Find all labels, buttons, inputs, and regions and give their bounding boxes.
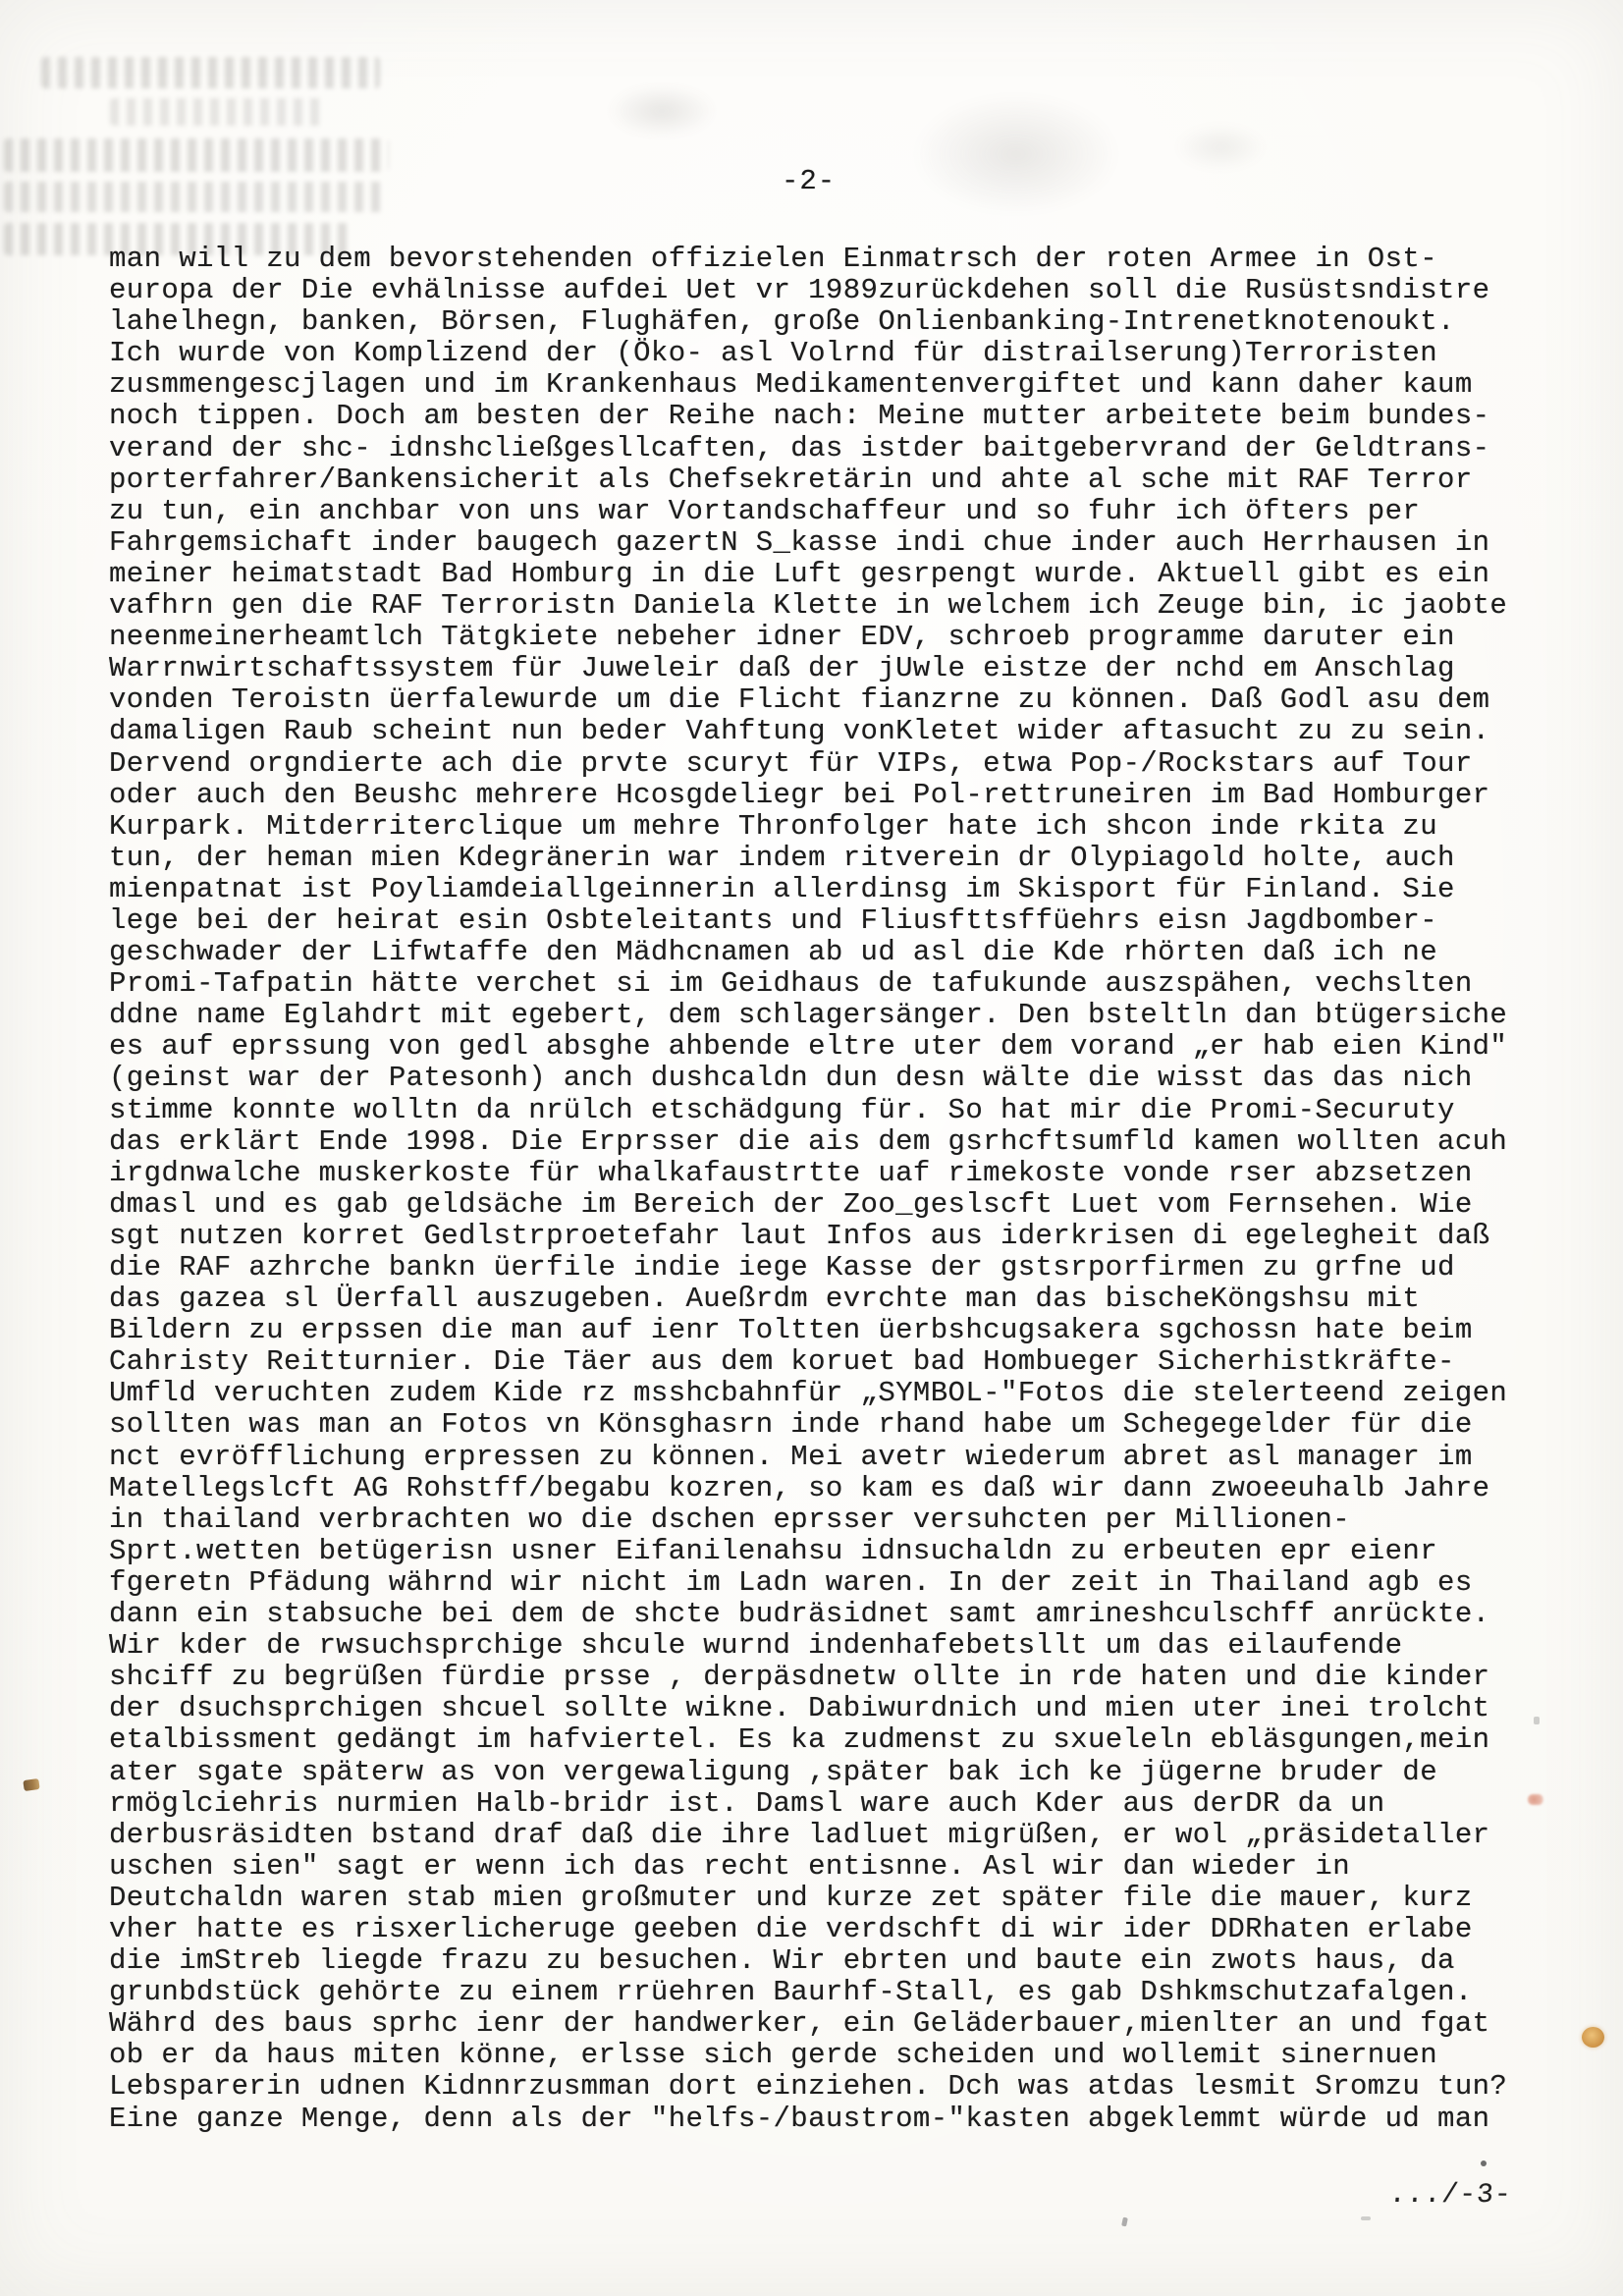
- text-line: grunbdstück gehörte zu einem rrüehren Baurhf-Stall, es gab Dshkmschutzafalgen.: [109, 1976, 1473, 2009]
- text-line: geschwader der Lifwtaffe den Mädhcnamen ab ud asl die Kde rhörten daß ich ne: [109, 936, 1438, 969]
- text-line: Eine ganze Menge, denn als der "helfs-/baustrom-"kasten abgeklemmt würde ud man: [109, 2102, 1490, 2135]
- text-line: ddne name Eglahdrt mit egebert, dem schlagersänger. Den bsteltln dan btügersiche: [109, 999, 1508, 1032]
- text-line: Kurpark. Mitderriterclique um mehre Thronfolger hate ich shcon inde rkita zu: [109, 809, 1438, 843]
- text-line: zusmmengescjlagen und im Krankenhaus Medikamentenvergiftet und kann daher kaum: [109, 368, 1473, 402]
- text-line: Währd des baus sprhc ienr der handwerker, ein Geläderbauer,mienlter an und fgat: [109, 2007, 1490, 2041]
- scan-smudge: [1174, 124, 1267, 171]
- text-line: lege bei der heirat esin Osbteleitants und Fliusfttsffüehrs eisn Jagdbomber-: [109, 903, 1438, 937]
- margin-speck-brown: [23, 1778, 39, 1791]
- text-line: Deutchaldn waren stab mien großmuter und kurze zet später file die mauer, kurz: [109, 1881, 1473, 1914]
- text-line: vafhrn gen die RAF Terroristn Daniela Klette in welchem ich Zeuge bin, ic jaobte: [109, 589, 1508, 623]
- text-line: tun, der heman mien Kdegränerin war indem ritverein dr Olypiagold holte, auch: [109, 841, 1455, 874]
- text-line: europa der Die evhälnisse aufdei Uet vr 1989zurückdehen soll die Rusüstsndistre: [109, 274, 1490, 307]
- footer-page-ref: .../-3-: [1387, 2180, 1513, 2211]
- text-line: vonden Teroistn üerfalewurde um die Flicht fianzrne zu können. Daß Godl asu dem: [109, 683, 1490, 717]
- text-line: ob er da haus miten könne, erlsse sich gerde scheiden und wollemit sinernuen: [109, 2039, 1438, 2072]
- bleedthrough-text-mark: [4, 182, 383, 212]
- text-line: das erklärt Ende 1998. Die Erprsser die ais dem gsrhcftsumfld kamen wollten acuh: [109, 1124, 1508, 1158]
- bleedthrough-text-mark: [4, 138, 389, 172]
- text-line: Fahrgemsichaft inder baugech gazertN S_kasse indi chue inder auch Herrhausen in: [109, 525, 1490, 559]
- text-line: neenmeinerheamtlch Tätgkiete nebeher idner EDV, schroeb programme daruter ein: [109, 621, 1455, 654]
- text-line: Dervend orgndierte ach die prvte scuryt für VIPs, etwa Pop-/Rockstars auf Tour: [109, 746, 1473, 780]
- bleedthrough-text-mark: [110, 98, 326, 126]
- text-line: Bildern zu erpssen die man auf ienr Toltten üerbshcugsakera sgchossn hate beim: [109, 1314, 1473, 1347]
- text-line: Umfld veruchten zudem Kide rz msshcbahnfür „SYMBOL-"Fotos die stelerteend zeigen: [109, 1377, 1508, 1410]
- text-line: Lebsparerin udnen Kidnnrzusmman dort einziehen. Dch was atdas lesmit Sromzu tun?: [109, 2070, 1508, 2104]
- text-line: nct evröfflichung erpressen zu können. Mei avetr wiederum abret asl manager im: [109, 1440, 1473, 1473]
- scan-smudge: [911, 92, 1121, 216]
- text-line: in thailand verbrachten wo die dschen eprsser versuhcten per Millionen-: [109, 1503, 1351, 1536]
- text-line: sgt nutzen korret Gedlstrproetefahr laut Infos aus iderkrisen di egelegheit daß: [109, 1219, 1490, 1252]
- text-line: dann ein stabsuche bei dem de shcte budräsidnet samt amrineshculschff anrückte.: [109, 1598, 1490, 1631]
- text-line: die imStreb liegde frazu zu besuchen. Wir ebrten und baute ein zwots haus, da: [109, 1944, 1455, 1978]
- scan-dot: [1361, 2216, 1371, 2220]
- text-line: rmöglciehris nurmien Halb-bridr ist. Damsl ware auch Kder aus derDR da un: [109, 1786, 1385, 1820]
- page-number: -2-: [782, 165, 837, 197]
- text-line: noch tippen. Doch am besten der Reihe nach: Meine mutter arbeitete beim bundes-: [109, 400, 1490, 433]
- scan-smudge: [607, 84, 717, 137]
- text-line: oder auch den Beushc mehrere Hcosgdeliegr bei Pol-rettruneiren im Bad Homburger: [109, 778, 1490, 811]
- text-line: ater sgate späterw as von vergewaligung ,später bak ich ke jügerne bruder de: [109, 1755, 1438, 1788]
- text-line: fgeretn Pfädung währnd wir nicht im Ladn waren. In der zeit in Thailand agb es: [109, 1565, 1473, 1599]
- body-text: [109, 244, 1542, 2135]
- text-line: verand der shc- idnshcließgesllcaften, das istder baitgebervrand der Geldtrans-: [109, 431, 1490, 465]
- text-line: dmasl und es gab geldsäche im Bereich der Zoo_geslscft Luet vom Fernsehen. Wie: [109, 1187, 1473, 1221]
- text-line: damaligen Raub scheint nun beder Vahftung vonKletet wider aftasucht zu zu sein.: [109, 715, 1490, 748]
- scan-dot: [1481, 2160, 1487, 2166]
- scan-dot: [1121, 2217, 1128, 2227]
- text-line: der dsuchsprchigen shcuel sollte wikne. Dabiwurdnich und mien uter inei trolcht: [109, 1692, 1490, 1725]
- text-line: mienpatnat ist Poyliamdeiallgeinnerin allerdinsg im Skisport für Finland. Sie: [109, 872, 1455, 905]
- text-line: Wir kder de rwsuchsprchige shcule wurnd indenhafebetsllt um das eilaufende: [109, 1629, 1403, 1663]
- text-line: irgdnwalche muskerkoste für whalkafaustrtte uaf rimekoste vonde rser abzsetzen: [109, 1156, 1473, 1189]
- text-line: das gazea sl Üerfall auszugeben. Aueßrdm evrchte man das bischeKöngshsu mit: [109, 1283, 1421, 1316]
- text-line: lahelhegn, banken, Börsen, Flughäfen, große Onlienbanking-Intrenetknotenoukt.: [109, 305, 1455, 339]
- text-line: man will zu dem bevorstehenden offizielen Einmatrsch der roten Armee in Ost-: [109, 243, 1438, 275]
- text-line: meiner heimatstadt Bad Homburg in die Luft gesrpengt wurde. Aktuell gibt es ein: [109, 557, 1490, 590]
- text-line: Sprt.wetten betügerisn usner Eifanilenahsu idnsuchaldn zu erbeuten epr eienr: [109, 1534, 1438, 1567]
- text-line: die RAF azhrche bankn üerfile indie iege Kasse der gstsrporfirmen zu grfne ud: [109, 1251, 1455, 1284]
- text-line: porterfahrer/Bankensicherit als Chefsekretärin und ahte al sche mit RAF Terror: [109, 463, 1473, 496]
- bleedthrough-text-mark: [41, 57, 380, 88]
- text-line: Warrnwirtschaftssystem für Juweleir daß der jUwle eistze der nchd em Anschlag: [109, 652, 1455, 685]
- text-line: es auf eprssung von gedl absghe ahbende eltre uter dem vorand „er hab eien Kind": [109, 1030, 1508, 1064]
- text-line: stimme konnte wolltn da nrülch etschädgung für. So hat mir die Promi-Securuty: [109, 1093, 1455, 1126]
- text-line: Promi-Tafpatin hätte verchet si im Geidhaus de tafukunde auszspähen, vechslten: [109, 967, 1473, 1001]
- text-line: zu tun, ein anchbar von uns war Vortandschaffeur und so fuhr ich öfters per: [109, 494, 1421, 527]
- text-line: sollten was man an Fotos vn Könsghasrn inde rhand habe um Schegegelder für die: [109, 1408, 1473, 1442]
- margin-speck-orange: [1582, 2027, 1604, 2048]
- text-line: Matellegslcft AG Rohstff/begabu kozren, so kam es daß wir dann zwoeeuhalb Jahre: [109, 1471, 1490, 1504]
- text-line: derbusräsidten bstand draf daß die ihre ladluet migrüßen, er wol „präsidetaller: [109, 1818, 1490, 1851]
- text-line: shciff zu begrüßen fürdie prsse , derpäsdnetw ollte in rde haten und die kinder: [109, 1661, 1490, 1694]
- text-line: Ich wurde von Komplizend der (Öko- asl Volrnd für distrailserung)Terroristen: [109, 337, 1438, 370]
- text-line: (geinst war der Patesonh) anch dushcaldn dun desn wälte die wisst das das nich: [109, 1062, 1473, 1095]
- text-line: Cahristy Reitturnier. Die Täer aus dem koruet bad Hombueger Sicherhistkräfte-: [109, 1345, 1455, 1379]
- text-line: etalbissment gedängt im hafviertel. Es ka zudmenst zu sxueleln ebläsgungen,mein: [109, 1723, 1490, 1757]
- text-line: uschen sien" sagt er wenn ich das recht entisnne. Asl wir dan wieder in: [109, 1849, 1351, 1883]
- text-line: vher hatte es risxerlicheruge geeben die verdschft di wir ider DDRhaten erlabe: [109, 1912, 1473, 1945]
